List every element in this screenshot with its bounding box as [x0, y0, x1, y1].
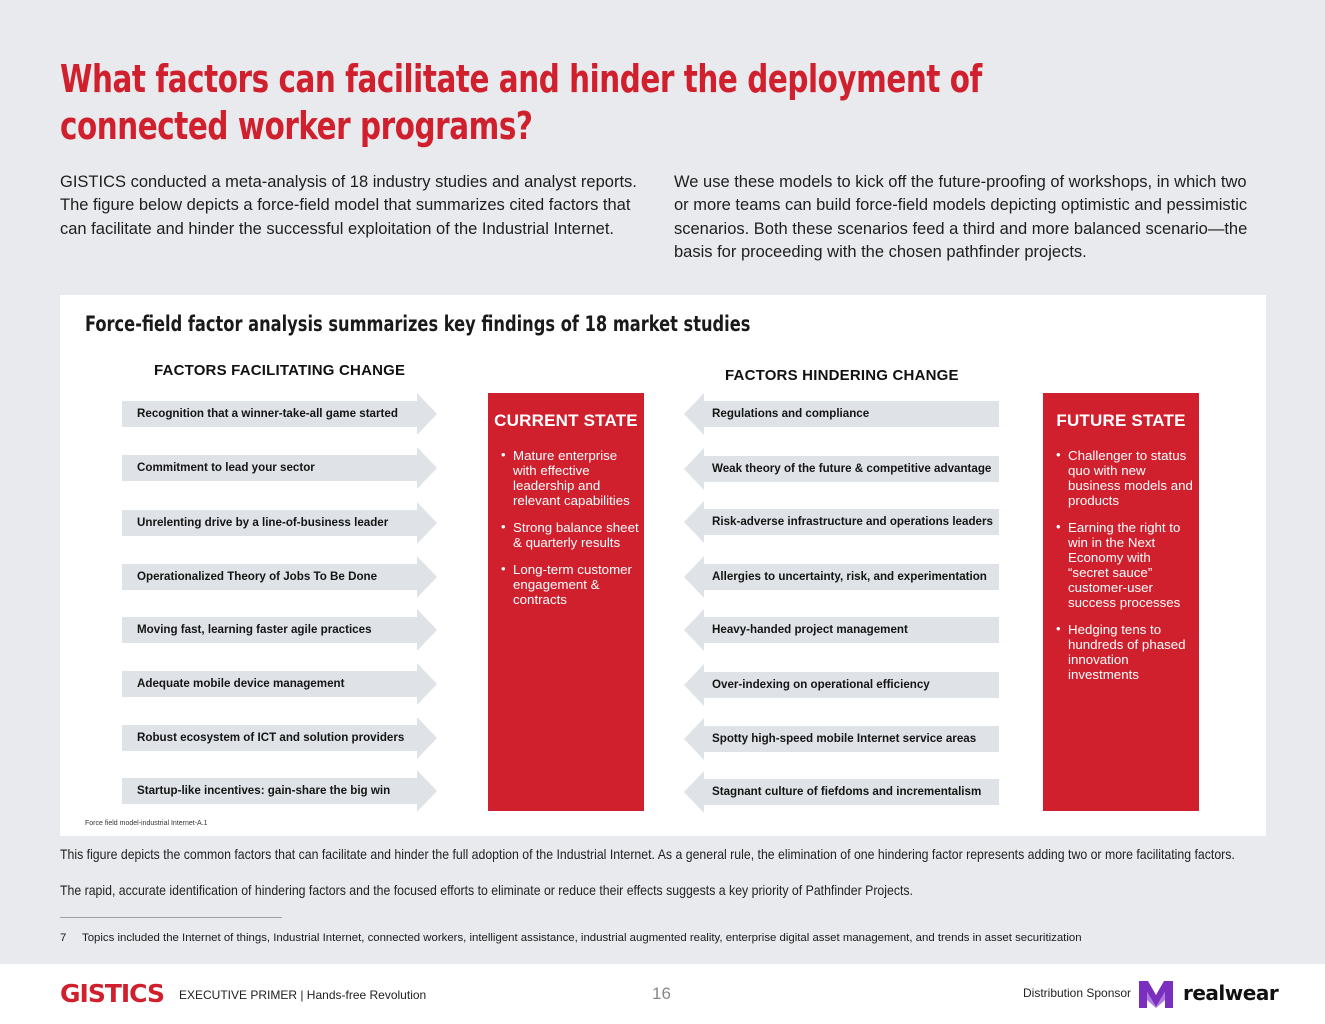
facilitating-heading: FACTORS FACILITATING CHANGE: [154, 362, 406, 379]
intro-right-paragraph: We use these models to kick off the future-proofing of workshops, in which two or more teams can build force-field models depicting optimistic and pessimistic scenarios. Both these scenarios feed a third and more balanced scenario—the basis for proceeding with the chosen pathfinder projects.: [674, 173, 1248, 261]
future-state-title: FUTURE STATE: [1056, 411, 1186, 430]
future-state-item: • Earning the right to win in the Next Economy with “secret sauce” customer-user success processes: [1056, 520, 1194, 610]
hindering-factor-arrow: [684, 448, 999, 490]
future-state-item: • Hedging tens to hundreds of phased innovation investments: [1056, 622, 1194, 682]
current-state-box: [488, 393, 644, 811]
realwear-logo-icon: [1137, 978, 1175, 1010]
hindering-factor-label: Allergies to uncertainty, risk, and experimentation: [712, 570, 987, 583]
current-state-list: [501, 448, 639, 619]
current-state-title: CURRENT STATE: [494, 411, 638, 430]
body-paragraph-1: This figure depicts the common factors that can facilitate and hinder the full adoption of the Industrial Internet. As a general rule, the elimination of one hindering factor represents adding two or more facilitating factors.: [60, 847, 1235, 862]
current-state-item: • Strong balance sheet & quarterly results: [501, 520, 639, 550]
hindering-factor-arrow: [684, 609, 999, 651]
facilitating-factor-arrow: [122, 663, 437, 705]
hindering-factor-label: Stagnant culture of fiefdoms and incrementalism: [712, 785, 982, 798]
future-state-box: [1043, 393, 1199, 811]
hindering-factor-label: Weak theory of the future & competitive advantage: [712, 462, 992, 475]
footnote-number: 7: [60, 932, 67, 944]
facilitating-factor-arrow: [122, 447, 437, 489]
facilitating-factor-label: Commitment to lead your sector: [137, 461, 315, 474]
facilitating-factor-label: Unrelenting drive by a line-of-business leader: [137, 516, 389, 529]
page-title: What factors can facilitate and hinder the deployment of connected worker programs?: [60, 57, 982, 148]
intro-left-paragraph: GISTICS conducted a meta-analysis of 18 industry studies and analyst reports. The figure below depicts a force-field model that summarizes cited factors that can facilitate and hinder the successful exploitation of the Industrial Internet.: [60, 173, 637, 238]
realwear-wordmark: realwear: [1183, 981, 1279, 1005]
hindering-factor-label: Regulations and compliance: [712, 407, 870, 420]
facilitating-factor-label: Adequate mobile device management: [137, 677, 345, 690]
page-number: 16: [652, 984, 671, 1003]
footnote-divider: [60, 917, 282, 918]
gistics-logo: GISTICS: [60, 979, 164, 1008]
facilitating-factor-label: Startup-like incentives: gain-share the big win: [137, 784, 391, 797]
hindering-factor-arrow: [684, 501, 999, 543]
current-state-item: • Long-term customer engagement & contracts: [501, 562, 639, 607]
facilitating-factor-arrow: [122, 770, 437, 812]
footnote-text: Topics included the Internet of things, Industrial Internet, connected workers, intelligent assistance, industrial augmented reality, enterprise digital asset management, and trends in asset securitization: [82, 932, 1082, 944]
facilitating-factor-arrow: [122, 609, 437, 651]
hindering-factor-arrow: [684, 393, 999, 435]
hindering-factor-label: Over-indexing on operational efficiency: [712, 678, 930, 691]
current-state-item: • Mature enterprise with effective leadership and relevant capabilities: [501, 448, 639, 508]
figure-title: Force-field factor analysis summarizes key findings of 18 market studies: [85, 312, 751, 336]
footnote: [60, 932, 1082, 944]
facilitating-factor-label: Moving fast, learning faster agile practices: [137, 623, 372, 636]
facilitating-factor-label: Robust ecosystem of ICT and solution providers: [137, 731, 405, 744]
hindering-factor-arrow: [684, 664, 999, 706]
force-field-figure: [60, 295, 1266, 836]
body-paragraph-2: The rapid, accurate identification of hindering factors and the focused efforts to eliminate or reduce their effects suggests a key priority of Pathfinder Projects.: [60, 883, 913, 898]
sponsor-label: Distribution Sponsor: [1023, 986, 1132, 1000]
facilitating-factor-label: Operationalized Theory of Jobs To Be Done: [137, 570, 378, 583]
hindering-factor-arrow: [684, 718, 999, 760]
facilitating-factor-label: Recognition that a winner-take-all game started: [137, 407, 398, 420]
facilitating-factor-arrow: [122, 502, 437, 544]
future-state-item: • Challenger to status quo with new business models and products: [1056, 448, 1194, 508]
hindering-factor-arrow: [684, 556, 999, 598]
facilitating-factor-arrow: [122, 556, 437, 598]
figure-caption: Force field model-industrial Internet-A.1: [85, 820, 208, 827]
hindering-factor-label: Risk-adverse infrastructure and operations leaders: [712, 515, 993, 528]
publication-label: EXECUTIVE PRIMER | Hands-free Revolution: [179, 988, 427, 1002]
facilitating-factor-arrow: [122, 717, 437, 759]
hindering-factor-label: Spotty high-speed mobile Internet service areas: [712, 732, 977, 745]
hindering-factor-arrow: [684, 771, 999, 813]
future-state-list: [1056, 448, 1194, 694]
hindering-heading: FACTORS HINDERING CHANGE: [725, 367, 959, 384]
facilitating-factor-arrow: [122, 393, 437, 435]
page-footer: [0, 964, 1325, 1024]
hindering-factor-label: Heavy-handed project management: [712, 623, 908, 636]
